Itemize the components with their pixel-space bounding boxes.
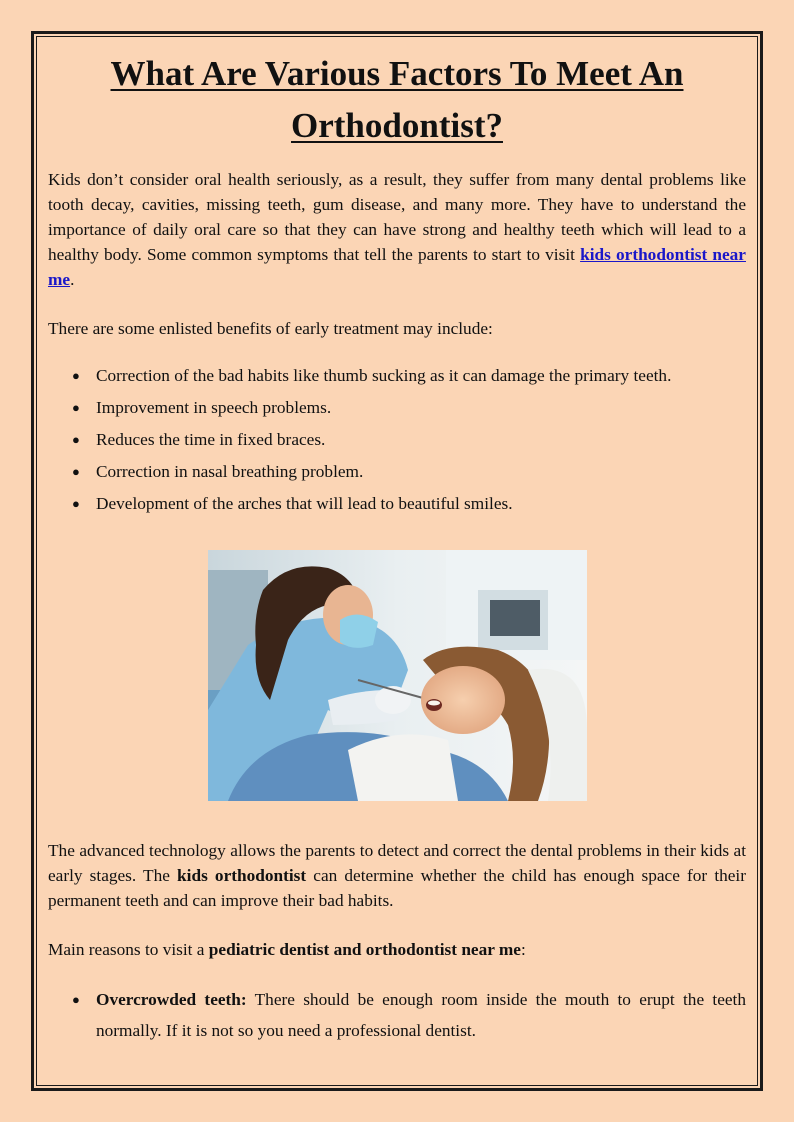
bullet-icon: ● — [72, 496, 80, 511]
reasons-intro-suffix: : — [520, 940, 526, 959]
page-title: What Are Various Factors To Meet An Orthodontist? — [110, 54, 684, 145]
list-item — [48, 984, 746, 1046]
tech-text-part1: The advanced technology allows the parents to detect and correct the dental problems in their kids at early stages. The — [48, 841, 746, 885]
list-item — [48, 488, 746, 520]
list-item — [48, 456, 746, 488]
intro-suffix: . — [70, 270, 75, 289]
benefits-list — [48, 360, 746, 520]
reasons-list — [48, 984, 746, 1046]
intro-text: Kids don’t consider oral health seriously, as a result, they suffer from many dental problems like tooth decay, cavities, missing teeth, gum disease, and many more. They have to understand the importance of daily oral care so that they can have strong and healthy teeth which will lead to a healthy body. Some common symptoms that tell the parents to start to visit — [48, 170, 746, 264]
intro-paragraph — [48, 167, 746, 292]
list-item-text: Correction of the bad habits like thumb sucking as it can damage the primary teeth. — [96, 366, 672, 385]
list-item — [48, 392, 746, 424]
technology-paragraph — [48, 838, 746, 913]
reasons-intro — [48, 937, 746, 962]
reasons-intro-bold: pediatric dentist and orthodontist near me — [208, 940, 521, 959]
bullet-icon: ● — [72, 368, 80, 383]
list-item — [48, 360, 746, 392]
bullet-icon: ● — [72, 400, 80, 415]
tech-text-part2: can determine whether the child has enough space for their permanent teeth and can improve their bad habits. — [48, 866, 746, 910]
list-item-text: Improvement in speech problems. — [96, 398, 332, 417]
bullet-icon: ● — [72, 432, 80, 447]
dentist-child-photo — [208, 550, 587, 801]
bullet-icon: ● — [72, 464, 80, 479]
reason-text: There should be enough room inside the mouth to erupt the teeth normally. If it is not so you need a professional dentist. — [96, 990, 746, 1040]
list-item — [48, 424, 746, 456]
document-content — [48, 48, 746, 1046]
reason-label: Overcrowded teeth: — [96, 990, 247, 1009]
tech-bold-kids-orthodontist: kids orthodontist — [177, 866, 307, 885]
kids-orthodontist-link[interactable]: kids orthodontist near me — [48, 245, 746, 289]
list-item-text: Correction in nasal breathing problem. — [96, 462, 364, 481]
bullet-icon: ● — [72, 992, 80, 1007]
list-item-text: Development of the arches that will lead to beautiful smiles. — [96, 494, 513, 513]
list-item-text: Reduces the time in fixed braces. — [96, 430, 326, 449]
reasons-intro-prefix: Main reasons to visit a — [48, 940, 209, 959]
benefits-intro: There are some enlisted benefits of early treatment may include: — [48, 319, 493, 338]
